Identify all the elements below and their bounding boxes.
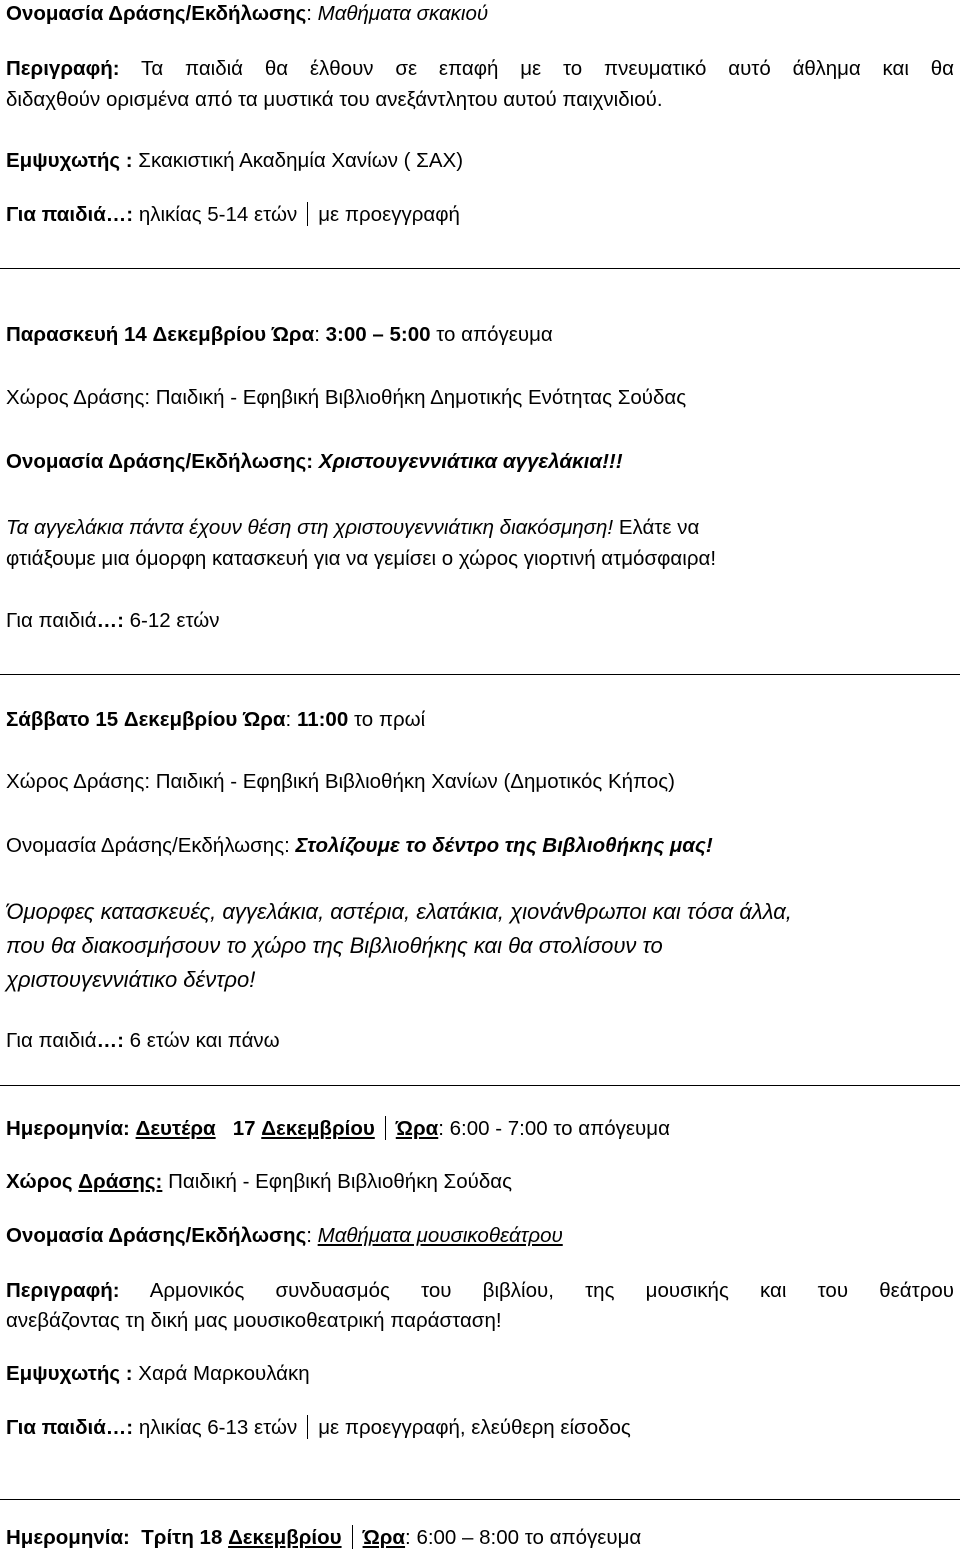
event1-host bbox=[6, 147, 463, 175]
event2-time-start: 3:00 bbox=[325, 323, 367, 346]
divider bbox=[0, 674, 960, 675]
event4-place-label2: Δράσης: bbox=[78, 1170, 163, 1193]
event4-host-label: Εμψυχωτής : bbox=[6, 1362, 133, 1385]
event2-time-end: 5:00 bbox=[389, 323, 431, 346]
separator bbox=[385, 1116, 386, 1140]
event2-title: Ονομασία Δράσης/Εκδήλωσης: Χριστουγεννιάτικα αγγελάκια!!! bbox=[6, 450, 623, 473]
event3-date: Σάββατο 15 Δεκεμβρίου Ώρα: 11:00 το πρωί bbox=[6, 708, 426, 731]
event1-description-line2: διδαχθούν ορισμένα από τα μυστικά του ανεξάντλητου αυτού παιχνιδιού. bbox=[6, 88, 663, 111]
event4-title: Ονομασία Δράσης/Εκδήλωσης: Μαθήματα μουσικοθεάτρου bbox=[6, 1224, 563, 1247]
event2-date: Παρασκευή 14 Δεκεμβρίου Ώρα: 3:00 – 5:00 το απόγευμα bbox=[6, 323, 553, 346]
event3-kids-value: 6 ετών και πάνω bbox=[129, 1029, 280, 1052]
event3-kids-label: Για παιδιά bbox=[6, 1029, 97, 1052]
event2-kids-value: 6-12 ετών bbox=[129, 609, 220, 632]
event3-desc-line1: Όμορφες κατασκευές, αγγελάκια, αστέρια, ελατάκια, χιονάνθρωποι και τόσα άλλα, bbox=[6, 899, 792, 924]
event4-host-value: Χαρά Μαρκουλάκη bbox=[138, 1362, 310, 1385]
divider bbox=[0, 1085, 960, 1086]
event4-date-num: 17 bbox=[232, 1117, 256, 1140]
event3-date-day: Σάββατο 15 bbox=[6, 708, 119, 731]
event4-name-label: Ονομασία Δράσης/Εκδήλωσης bbox=[6, 1224, 307, 1247]
event3-desc-line2: που θα διακοσμήσουν το χώρο της Βιβλιοθήκης και θα στολίσουν το bbox=[6, 933, 663, 958]
event4-place-value: Παιδική - Εφηβική Βιβλιοθήκη Σούδας bbox=[168, 1170, 512, 1193]
divider bbox=[0, 268, 960, 269]
event5-time-label: Ώρα bbox=[362, 1526, 406, 1549]
event2-name-label: Ονομασία Δράσης/Εκδήλωσης bbox=[6, 450, 307, 473]
event4-desc-label: Περιγραφή: bbox=[6, 1279, 120, 1302]
event4-month: Δεκεμβρίου bbox=[261, 1117, 375, 1140]
event2-name-value: Χριστουγεννιάτικα αγγελάκια!!! bbox=[318, 450, 623, 473]
event3-title bbox=[6, 832, 713, 860]
event3-desc-line3: χριστουγεννιάτικο δέντρο! bbox=[6, 967, 256, 992]
event3-date-month: Δεκεμβρίου bbox=[123, 708, 238, 731]
event1-desc-label: Περιγραφή: bbox=[6, 57, 120, 80]
event2-date-month: Δεκεμβρίου bbox=[152, 323, 267, 346]
event3-kids-ellipsis: …: bbox=[96, 1029, 124, 1052]
event4-kids bbox=[6, 1414, 631, 1442]
event4-day: Δευτέρα bbox=[135, 1117, 216, 1140]
event1-title: Ονομασία Δράσης/Εκδήλωσης: Μαθήματα σκακιού bbox=[6, 2, 489, 25]
divider bbox=[0, 1499, 960, 1500]
event4-name-value: Μαθήματα μουσικοθεάτρου bbox=[317, 1224, 563, 1247]
event5-day: Τρίτη 18 bbox=[141, 1526, 223, 1549]
event4-time-value: : 6:00 - 7:00 το απόγευμα bbox=[438, 1117, 670, 1140]
event1-kids-age: ηλικίας 5-14 ετών bbox=[138, 203, 298, 226]
event2-desc-text1a: Τα αγγελάκια πάντα έχουν θέση στη χριστουγεννιάτικη διακόσμηση! bbox=[6, 516, 614, 539]
event5-month: Δεκεμβρίου bbox=[228, 1526, 342, 1549]
event1-host-value: Σκακιστική Ακαδημία Χανίων ( ΣΑΧ) bbox=[138, 149, 464, 172]
event1-name-label: Ονομασία Δράσης/Εκδήλωσης bbox=[6, 2, 307, 25]
event2-kids-label: Για παιδιά bbox=[6, 609, 97, 632]
event2-time-dash: – bbox=[372, 323, 384, 346]
event3-kids bbox=[6, 1027, 280, 1055]
event3-time-label: Ώρα bbox=[243, 708, 286, 731]
event5-date-label: Ημερομηνία: bbox=[6, 1526, 130, 1549]
event2-time-suffix: το απόγευμα bbox=[436, 323, 553, 346]
event3-time-suffix: το πρωί bbox=[353, 708, 426, 731]
event1-desc-text1: Τα παιδιά θα έλθουν σε επαφή με το πνευματικό αυτό άθλημα και θα bbox=[141, 57, 954, 80]
event4-place bbox=[6, 1168, 512, 1196]
event3-time-value: 11:00 bbox=[296, 708, 349, 731]
event4-kids-label: Για παιδιά…: bbox=[6, 1416, 134, 1439]
event3-name-label: Ονομασία Δράσης/Εκδήλωσης: bbox=[6, 834, 290, 857]
event5-date bbox=[6, 1524, 641, 1552]
event4-time-label: Ώρα bbox=[395, 1117, 439, 1140]
event2-date-day: Παρασκευή 14 bbox=[6, 323, 147, 346]
event5-time-value: : 6:00 – 8:00 το απόγευμα bbox=[405, 1526, 642, 1549]
event1-kids-extra: με προεγγραφή bbox=[318, 203, 460, 226]
event2-desc-line2: φτιάξουμε μια όμορφη κατασκευή για να γεμίσει ο χώρος γιορτινή ατμόσφαιρα! bbox=[6, 547, 717, 570]
event1-host-label: Εμψυχωτής : bbox=[6, 149, 133, 172]
event2-kids-ellipsis: …: bbox=[96, 609, 124, 632]
event4-date-label: Ημερομηνία: bbox=[6, 1117, 130, 1140]
separator bbox=[307, 202, 308, 226]
separator bbox=[352, 1525, 353, 1549]
event2-kids bbox=[6, 607, 220, 635]
event4-description-line2: ανεβάζοντας τη δική μας μουσικοθεατρική παράσταση! bbox=[6, 1309, 502, 1332]
event3-name-value: Στολίζουμε το δέντρο της Βιβλιοθήκης μας! bbox=[295, 834, 713, 857]
event1-kids-label: Για παιδιά…: bbox=[6, 203, 134, 226]
event1-name-value: Μαθήματα σκακιού bbox=[317, 2, 489, 25]
event4-kids-extra: με προεγγραφή, ελεύθερη είσοδος bbox=[318, 1416, 631, 1439]
event4-kids-age: ηλικίας 6-13 ετών bbox=[138, 1416, 298, 1439]
event4-place-label: Χώρος bbox=[6, 1170, 73, 1193]
event4-date bbox=[6, 1115, 670, 1143]
event1-description-line1 bbox=[6, 53, 954, 84]
event4-host bbox=[6, 1360, 310, 1388]
event3-place: Χώρος Δράσης: Παιδική - Εφηβική Βιβλιοθήκη Χανίων (Δημοτικός Κήπος) bbox=[6, 770, 675, 793]
event2-desc-line1 bbox=[6, 514, 699, 542]
separator bbox=[307, 1415, 308, 1439]
event1-kids bbox=[6, 201, 460, 229]
event4-desc-text1: Αρμονικός συνδυασμός του βιβλίου, της μουσικής και του θεάτρου bbox=[149, 1279, 954, 1302]
event2-time-label: Ώρα bbox=[271, 323, 315, 346]
event2-place: Χώρος Δράσης: Παιδική - Εφηβική Βιβλιοθήκη Δημοτικής Ενότητας Σούδας bbox=[6, 386, 687, 409]
event2-desc-text1b: Ελάτε να bbox=[618, 516, 700, 539]
event4-description-line1 bbox=[6, 1275, 954, 1306]
